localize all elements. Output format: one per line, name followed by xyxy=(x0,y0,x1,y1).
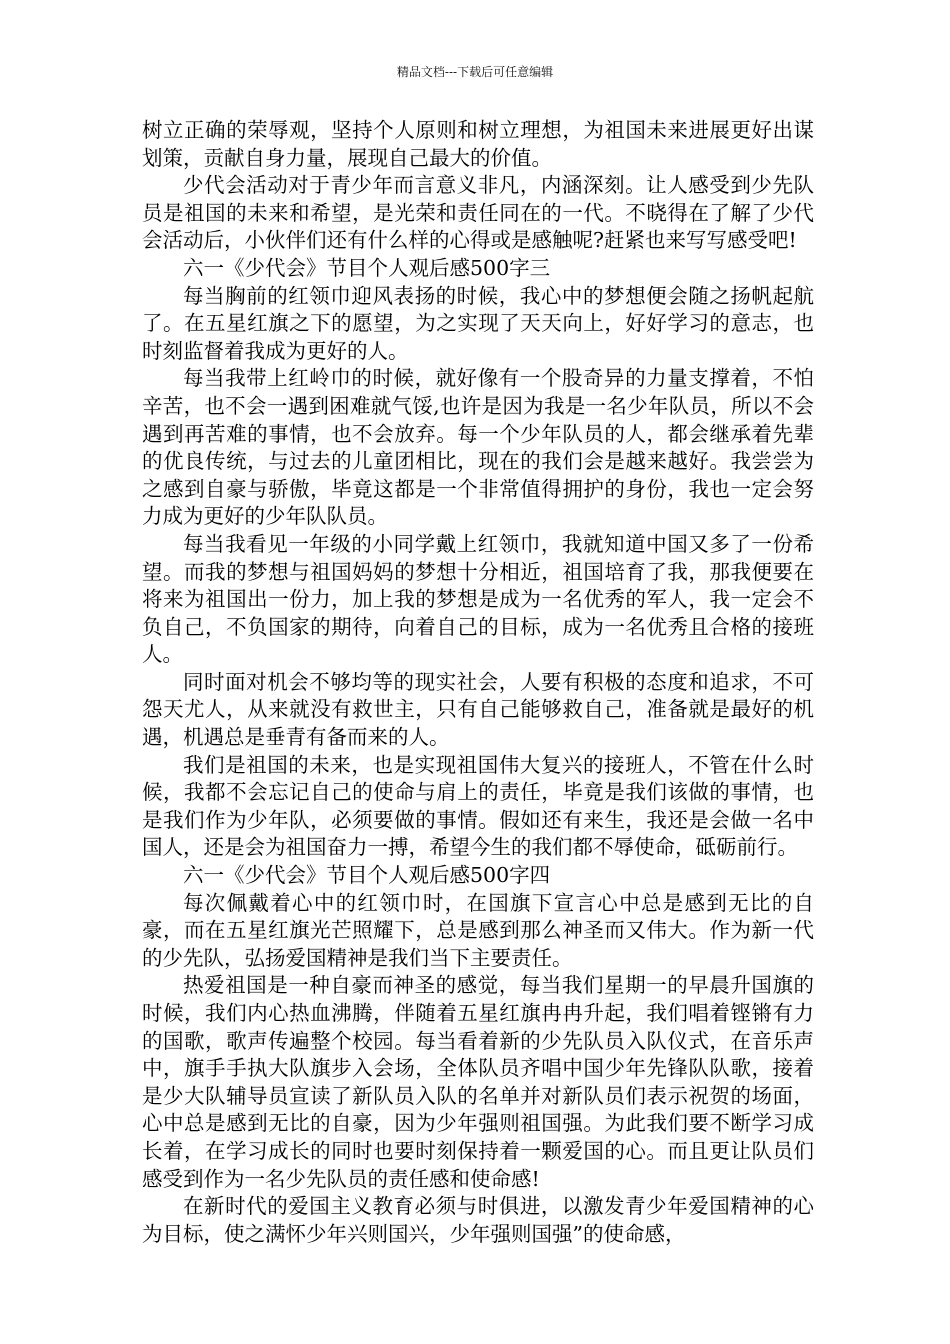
paragraph: 我们是祖国的未来，也是实现祖国伟大复兴的接班人，不管在什么时候，我都不会忘记自己的使命与肩上的责任，毕竟是我们该做的事情，也是我们作为少年队，必须要做的事情。假如还有来生，我还是会做一名中国人，还是会为祖国奋力一搏，希望今生的我们都不辱使命，砥砺前行。 xyxy=(142,752,814,860)
paragraph: 在新时代的爱国主义教育必须与时俱进，以激发青少年爱国精神的心为目标，使之满怀少年兴则国兴，少年强则国强”的使命感， xyxy=(142,1194,814,1246)
paragraph: 同时面对机会不够均等的现实社会，人要有积极的态度和追求，不可怨天尤人，从来就没有救世主，只有自己能够救自己，准备就是最好的机遇，机遇总是垂青有备而来的人。 xyxy=(142,669,814,750)
section-heading: 六一《少代会》节目个人观后感500字三 xyxy=(183,255,551,280)
paragraph-continuation: 树立正确的荣辱观，坚持个人原则和树立理想，为祖国未来进展更好出谋划策，贡献自身力量，展现自己最大的价值。 xyxy=(142,118,814,170)
page-header: 精品文档---下载后可任意编辑 xyxy=(396,65,554,79)
paragraph: 每次佩戴着心中的红领巾时，在国旗下宣言心中总是感到无比的自豪，而在五星红旗光芒照耀下，总是感到那么神圣而又伟大。作为新一代的少先队，弘扬爱国精神是我们当下主要责任。 xyxy=(142,890,814,970)
paragraph: 每当我带上红岭巾的时候，就好像有一个股奇异的力量支撑着，不怕辛苦，也不会一遇到困难就气馁,也许是因为我是一名少年队员，所以不会遇到再苦难的事情，也不会放弃。每一个少年队员的人，都会继承着先辈的优良传统，与过去的儿童团相比，现在的我们会是越来越好。我尝尝为之感到自豪与骄傲，毕竟这都是一个非常值得拥护的身份，我也一定会努力成为更好的少年队队员。 xyxy=(142,366,814,529)
paragraph: 每当胸前的红领巾迎风表扬的时候，我心中的梦想便会随之扬帆起航了。在五星红旗之下的愿望，为之实现了天天向上，好好学习的意志，也时刻监督着我成为更好的人。 xyxy=(142,283,814,363)
paragraph: 少代会活动对于青少年而言意义非凡，内涵深刻。让人感受到少先队员是祖国的未来和希望，是光荣和责任同在的一代。不晓得在了解了少代会活动后，小伙伴们还有什么样的心得或是感触呢?赶紧也来写写感受吧! xyxy=(142,173,814,253)
document-body xyxy=(142,117,814,1248)
section-heading: 六一《少代会》节目个人观后感500字四 xyxy=(183,863,551,888)
paragraph: 每当我看见一年级的小同学戴上红领巾，我就知道中国又多了一份希望。而我的梦想与祖国妈妈的梦想十分相近，祖国培育了我，那我便要在将来为祖国出一份力，加上我的梦想是成为一名优秀的军人，我一定会不负自己，不负国家的期待，向着自己的目标，成为一名优秀且合格的接班人。 xyxy=(142,531,814,667)
paragraph: 热爱祖国是一种自豪而神圣的感觉，每当我们星期一的早晨升国旗的时候，我们内心热血沸腾，伴随着五星红旗冉冉升起，我们唱着铿锵有力的国歌，歌声传遍整个校园。每当看着新的少先队员入队仪式，在音乐声中，旗手手执大队旗步入会场，全体队员齐唱中国少年先锋队队歌，接着是少大队辅导员宣读了新队员入队的名单并对新队员们表示祝贺的场面，心中总是感到无比的自豪，因为少年强则祖国强。为此我们要不断学习成长着，在学习成长的同时也要时刻保持着一颗爱国的心。而且更让队员们感受到作为一名少先队员的责任感和使命感! xyxy=(142,973,814,1191)
